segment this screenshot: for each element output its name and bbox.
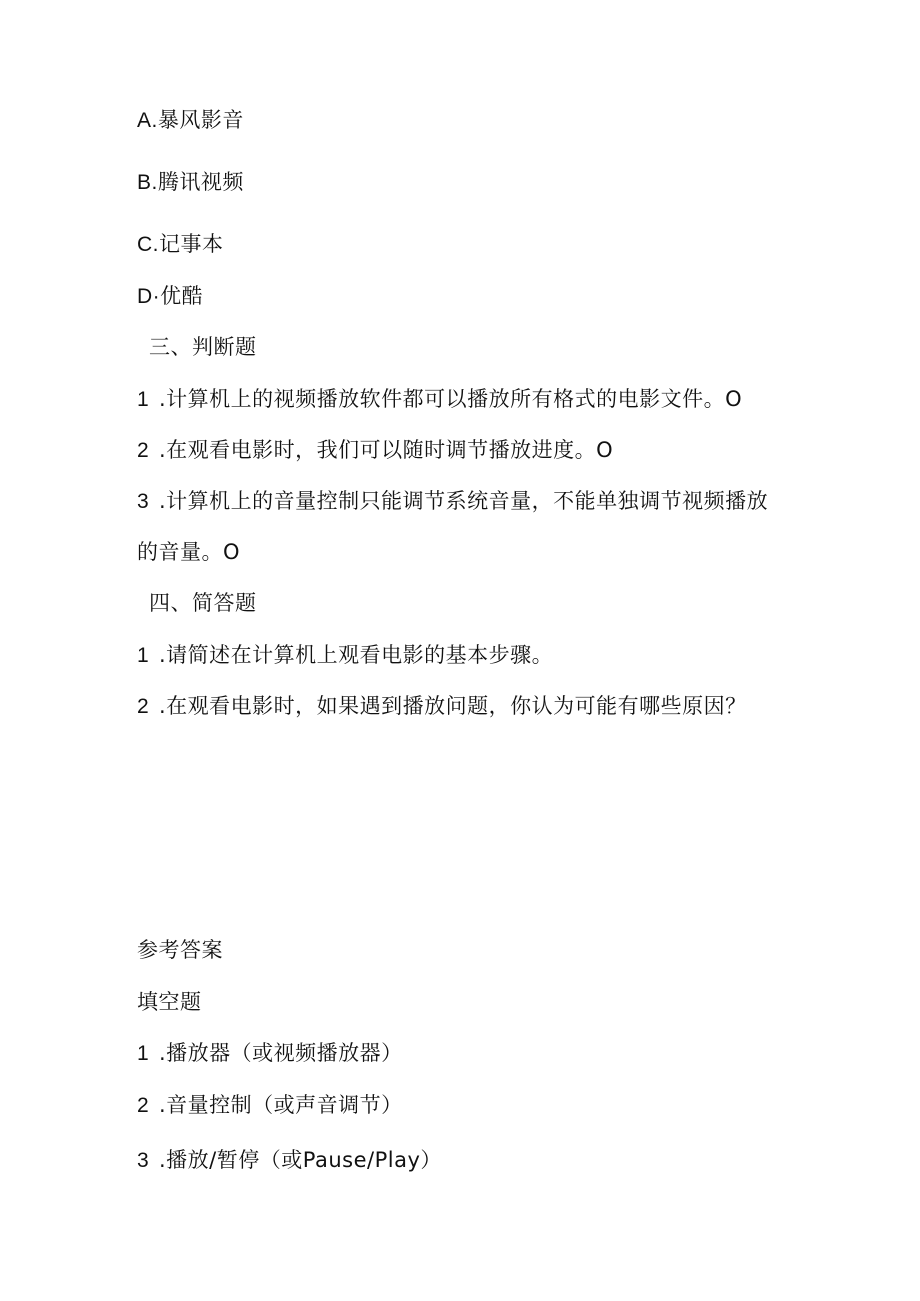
- answer-number: 1: [137, 1042, 150, 1065]
- question-text: .在观看电影时，我们可以随时调节播放进度。O: [159, 438, 614, 462]
- question-item: [137, 436, 613, 465]
- question-number: 1: [137, 644, 150, 667]
- option-label: B.: [137, 171, 158, 194]
- answer-number: 3: [137, 1149, 150, 1172]
- answers-title: 参考答案: [137, 938, 223, 962]
- answer-text: .播放器（或视频播放器）: [159, 1041, 403, 1065]
- section-heading-true-false: 三、判断题: [149, 335, 257, 359]
- question-number: 2: [137, 695, 150, 718]
- question-item: [137, 692, 747, 721]
- answer-item: [137, 1146, 442, 1175]
- question-text-continuation: 的音量。O: [137, 540, 241, 564]
- answers-subtitle: 填空题: [137, 990, 202, 1014]
- question-text: .请简述在计算机上观看电影的基本步骤。: [159, 643, 554, 667]
- question-number: 1: [137, 388, 150, 411]
- question-item: [137, 487, 768, 516]
- question-text: .计算机上的音量控制只能调节系统音量，不能单独调节视频播放: [159, 489, 769, 513]
- answer-text: .播放/暂停（或Pause/Play）: [159, 1148, 442, 1172]
- answer-number: 2: [137, 1094, 150, 1117]
- option-label: A.: [137, 109, 158, 132]
- option-a: [137, 106, 244, 135]
- answer-item: [137, 1039, 403, 1068]
- option-text: 暴风影音: [157, 108, 244, 132]
- question-text: .计算机上的视频播放软件都可以播放所有格式的电影文件。O: [159, 387, 743, 411]
- section-heading-short-answer: 四、简答题: [149, 591, 257, 615]
- option-b: [137, 168, 244, 197]
- option-d: [137, 282, 203, 311]
- option-c: [137, 230, 224, 259]
- option-text: 优酷: [160, 284, 204, 308]
- answer-text: .音量控制（或声音调节）: [159, 1093, 403, 1117]
- question-item: [137, 641, 553, 670]
- question-text: .在观看电影时，如果遇到播放问题，你认为可能有哪些原因？: [159, 694, 747, 718]
- option-text: 腾讯视频: [157, 170, 244, 194]
- question-item: [137, 385, 742, 414]
- answer-item: [137, 1091, 403, 1120]
- question-number: 2: [137, 439, 150, 462]
- option-label: C.: [137, 233, 159, 256]
- option-label: D·: [137, 285, 161, 308]
- question-number: 3: [137, 490, 150, 513]
- option-text: 记事本: [159, 232, 224, 256]
